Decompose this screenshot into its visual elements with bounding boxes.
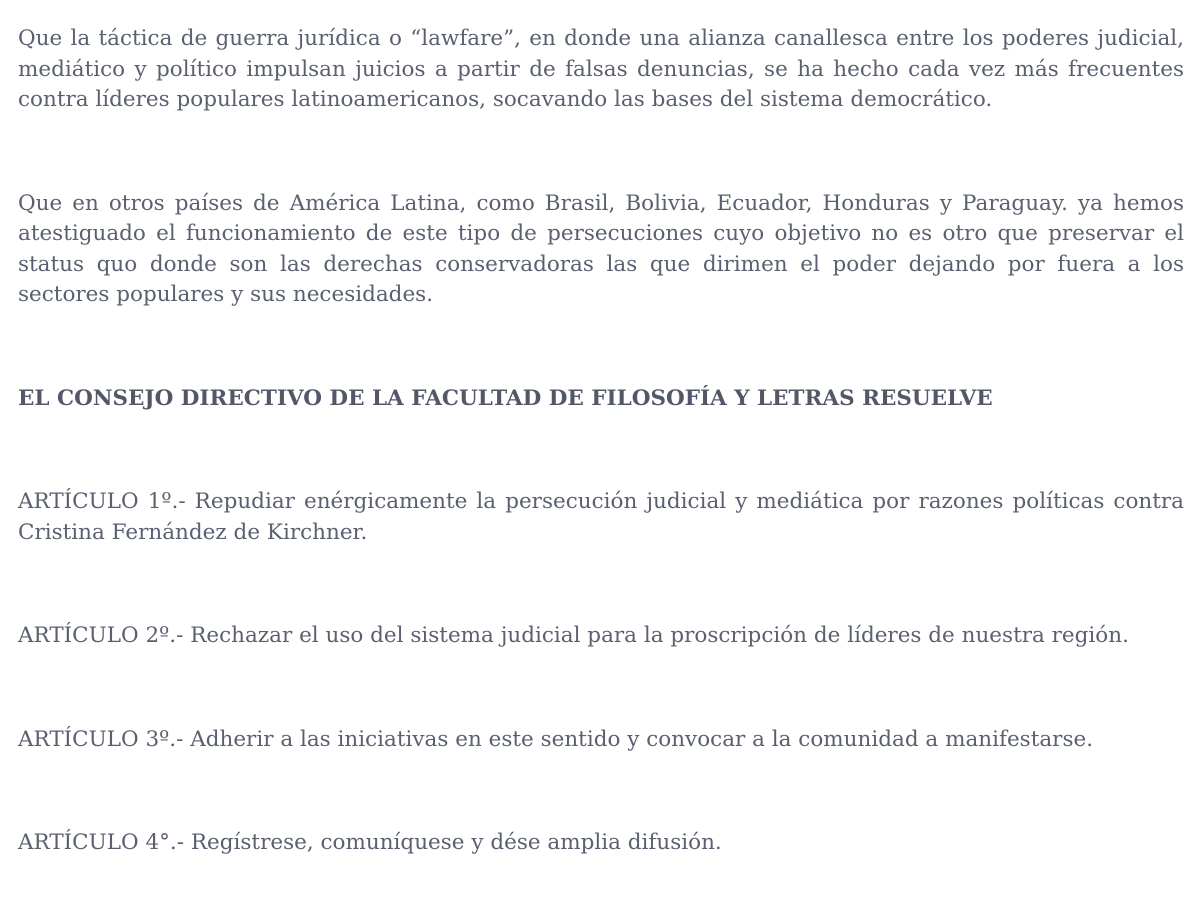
- article-3: ARTÍCULO 3º.- Adherir a las iniciativas en este sentido y convocar a la comunidad a manifestarse.: [18, 726, 1094, 752]
- resolve-heading: EL CONSEJO DIRECTIVO DE LA FACULTAD DE FILOSOFÍA Y LETRAS RESUELVE: [18, 385, 993, 411]
- considerando-latin-america-paragraph: Que en otros países de América Latina, como Brasil, Bolivia, Ecuador, Honduras y Paraguay. ya hemos atestiguado el funcionamiento de este tipo de persecuciones cuyo objetivo no es otro que preservar el status quo donde son las derechas conservadoras las que dirimen el poder dejando por fuera a los sectores populares y sus necesidades.: [18, 190, 1184, 307]
- article-4: ARTÍCULO 4°.- Regístrese, comuníquese y dése amplia difusión.: [18, 830, 722, 855]
- considerando-lawfare-paragraph: Que la táctica de guerra jurídica o “lawfare”, en donde una alianza canallesca entre los poderes judicial, mediático y político impulsan juicios a partir de falsas denuncias, se ha hecho cada vez más frecuentes contra líderes populares latinoamericanos, socavando las bases del sistema democrático.: [18, 26, 1184, 112]
- article-2: ARTÍCULO 2º.- Rechazar el uso del sistema judicial para la proscripción de líderes de nuestra región.: [18, 623, 1129, 648]
- resolution-document: [18, 24, 1184, 859]
- article-1: ARTÍCULO 1º.- Repudiar enérgicamente la persecución judicial y mediática por razones políticas contra Cristina Fernández de Kirchner.: [18, 489, 1184, 545]
